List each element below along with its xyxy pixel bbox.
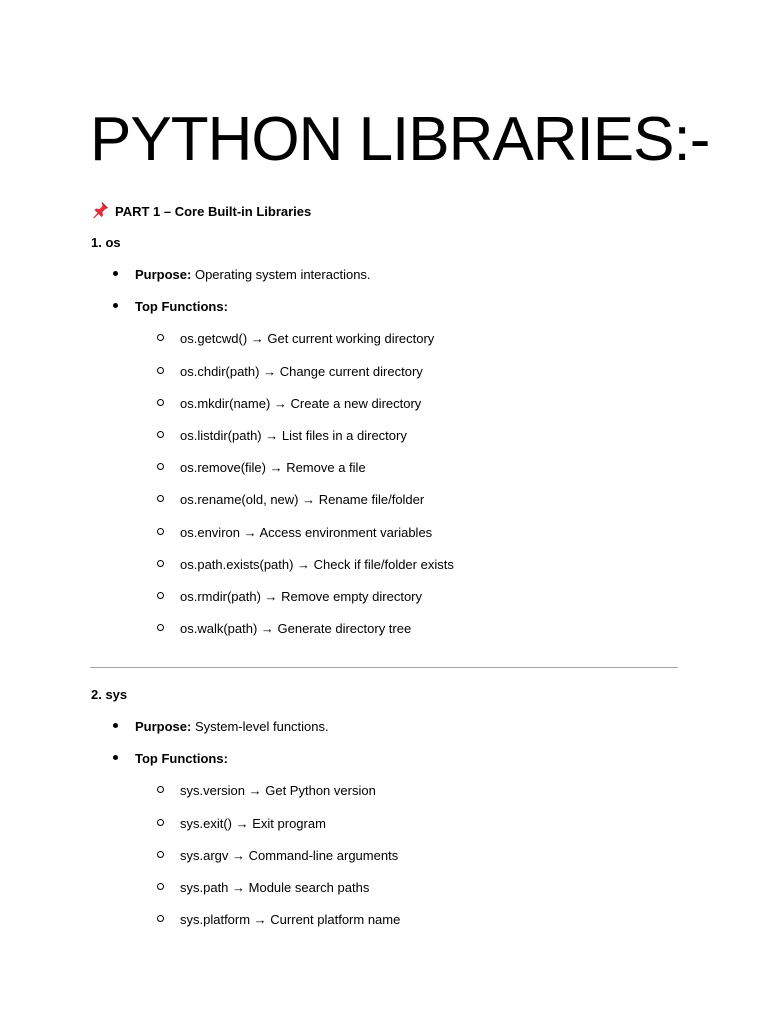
bullet-dot	[113, 271, 118, 276]
purpose-row	[113, 718, 329, 736]
circle-bullet	[157, 560, 164, 567]
circle-bullet	[157, 495, 164, 502]
part-heading-label: PART 1 – Core Built-in Libraries	[115, 204, 312, 219]
purpose-label: Purpose:	[135, 267, 192, 282]
list-item	[157, 879, 369, 897]
list-item	[157, 815, 326, 833]
circle-bullet	[157, 367, 164, 374]
top-functions-label: Top Functions:	[135, 751, 228, 766]
function-text: os.getcwd() → Get current working directory	[180, 331, 435, 346]
circle-bullet	[157, 915, 164, 922]
list-item	[157, 395, 421, 413]
function-text: os.listdir(path) → List files in a directory	[180, 428, 407, 443]
list-item	[157, 588, 422, 606]
function-text: os.rmdir(path) → Remove empty directory	[180, 589, 423, 604]
purpose-text: System-level functions.	[191, 719, 329, 734]
list-item	[157, 847, 398, 865]
function-text: os.mkdir(name) → Create a new directory	[180, 396, 422, 411]
function-text: sys.argv → Command-line arguments	[180, 848, 399, 863]
list-item	[157, 524, 432, 542]
list-item	[157, 782, 376, 800]
function-text: os.path.exists(path) → Check if file/folder exists	[180, 557, 454, 572]
function-text: os.remove(file) → Remove a file	[180, 460, 366, 475]
circle-bullet	[157, 624, 164, 631]
list-item	[157, 330, 434, 348]
section-heading-sys: 2. sys	[91, 687, 128, 702]
bullet-dot	[113, 755, 118, 760]
list-item	[157, 911, 400, 929]
list-item	[157, 556, 454, 574]
list-item	[157, 491, 424, 509]
function-text: sys.exit() → Exit program	[180, 816, 326, 831]
circle-bullet	[157, 851, 164, 858]
bullet-dot	[113, 723, 118, 728]
function-text: os.environ → Access environment variables	[180, 525, 433, 540]
purpose-row	[113, 266, 371, 284]
pushpin-icon	[91, 201, 111, 219]
top-functions-row	[113, 298, 228, 316]
purpose-text: Operating system interactions.	[191, 267, 371, 282]
section-heading-os: 1. os	[91, 235, 121, 250]
list-item	[157, 363, 423, 381]
bullet-dot	[113, 303, 118, 308]
circle-bullet	[157, 592, 164, 599]
function-text: sys.path → Module search paths	[180, 880, 370, 895]
top-functions-label: Top Functions:	[135, 299, 228, 314]
circle-bullet	[157, 431, 164, 438]
list-item	[157, 459, 366, 477]
circle-bullet	[157, 528, 164, 535]
circle-bullet	[157, 463, 164, 470]
horizontal-divider	[90, 667, 678, 668]
page-title: PYTHON LIBRARIES:-	[90, 105, 710, 174]
circle-bullet	[157, 399, 164, 406]
circle-bullet	[157, 883, 164, 890]
top-functions-row	[113, 750, 228, 768]
function-text: sys.platform → Current platform name	[180, 912, 401, 927]
function-text: os.walk(path) → Generate directory tree	[180, 621, 412, 636]
function-text: os.chdir(path) → Change current directory	[180, 364, 423, 379]
purpose-label: Purpose:	[135, 719, 192, 734]
list-item	[157, 620, 411, 638]
list-item	[157, 427, 407, 445]
function-text: sys.version → Get Python version	[180, 783, 376, 798]
function-text: os.rename(old, new) → Rename file/folder	[180, 492, 425, 507]
part-heading	[91, 201, 311, 221]
circle-bullet	[157, 786, 164, 793]
circle-bullet	[157, 819, 164, 826]
circle-bullet	[157, 334, 164, 341]
